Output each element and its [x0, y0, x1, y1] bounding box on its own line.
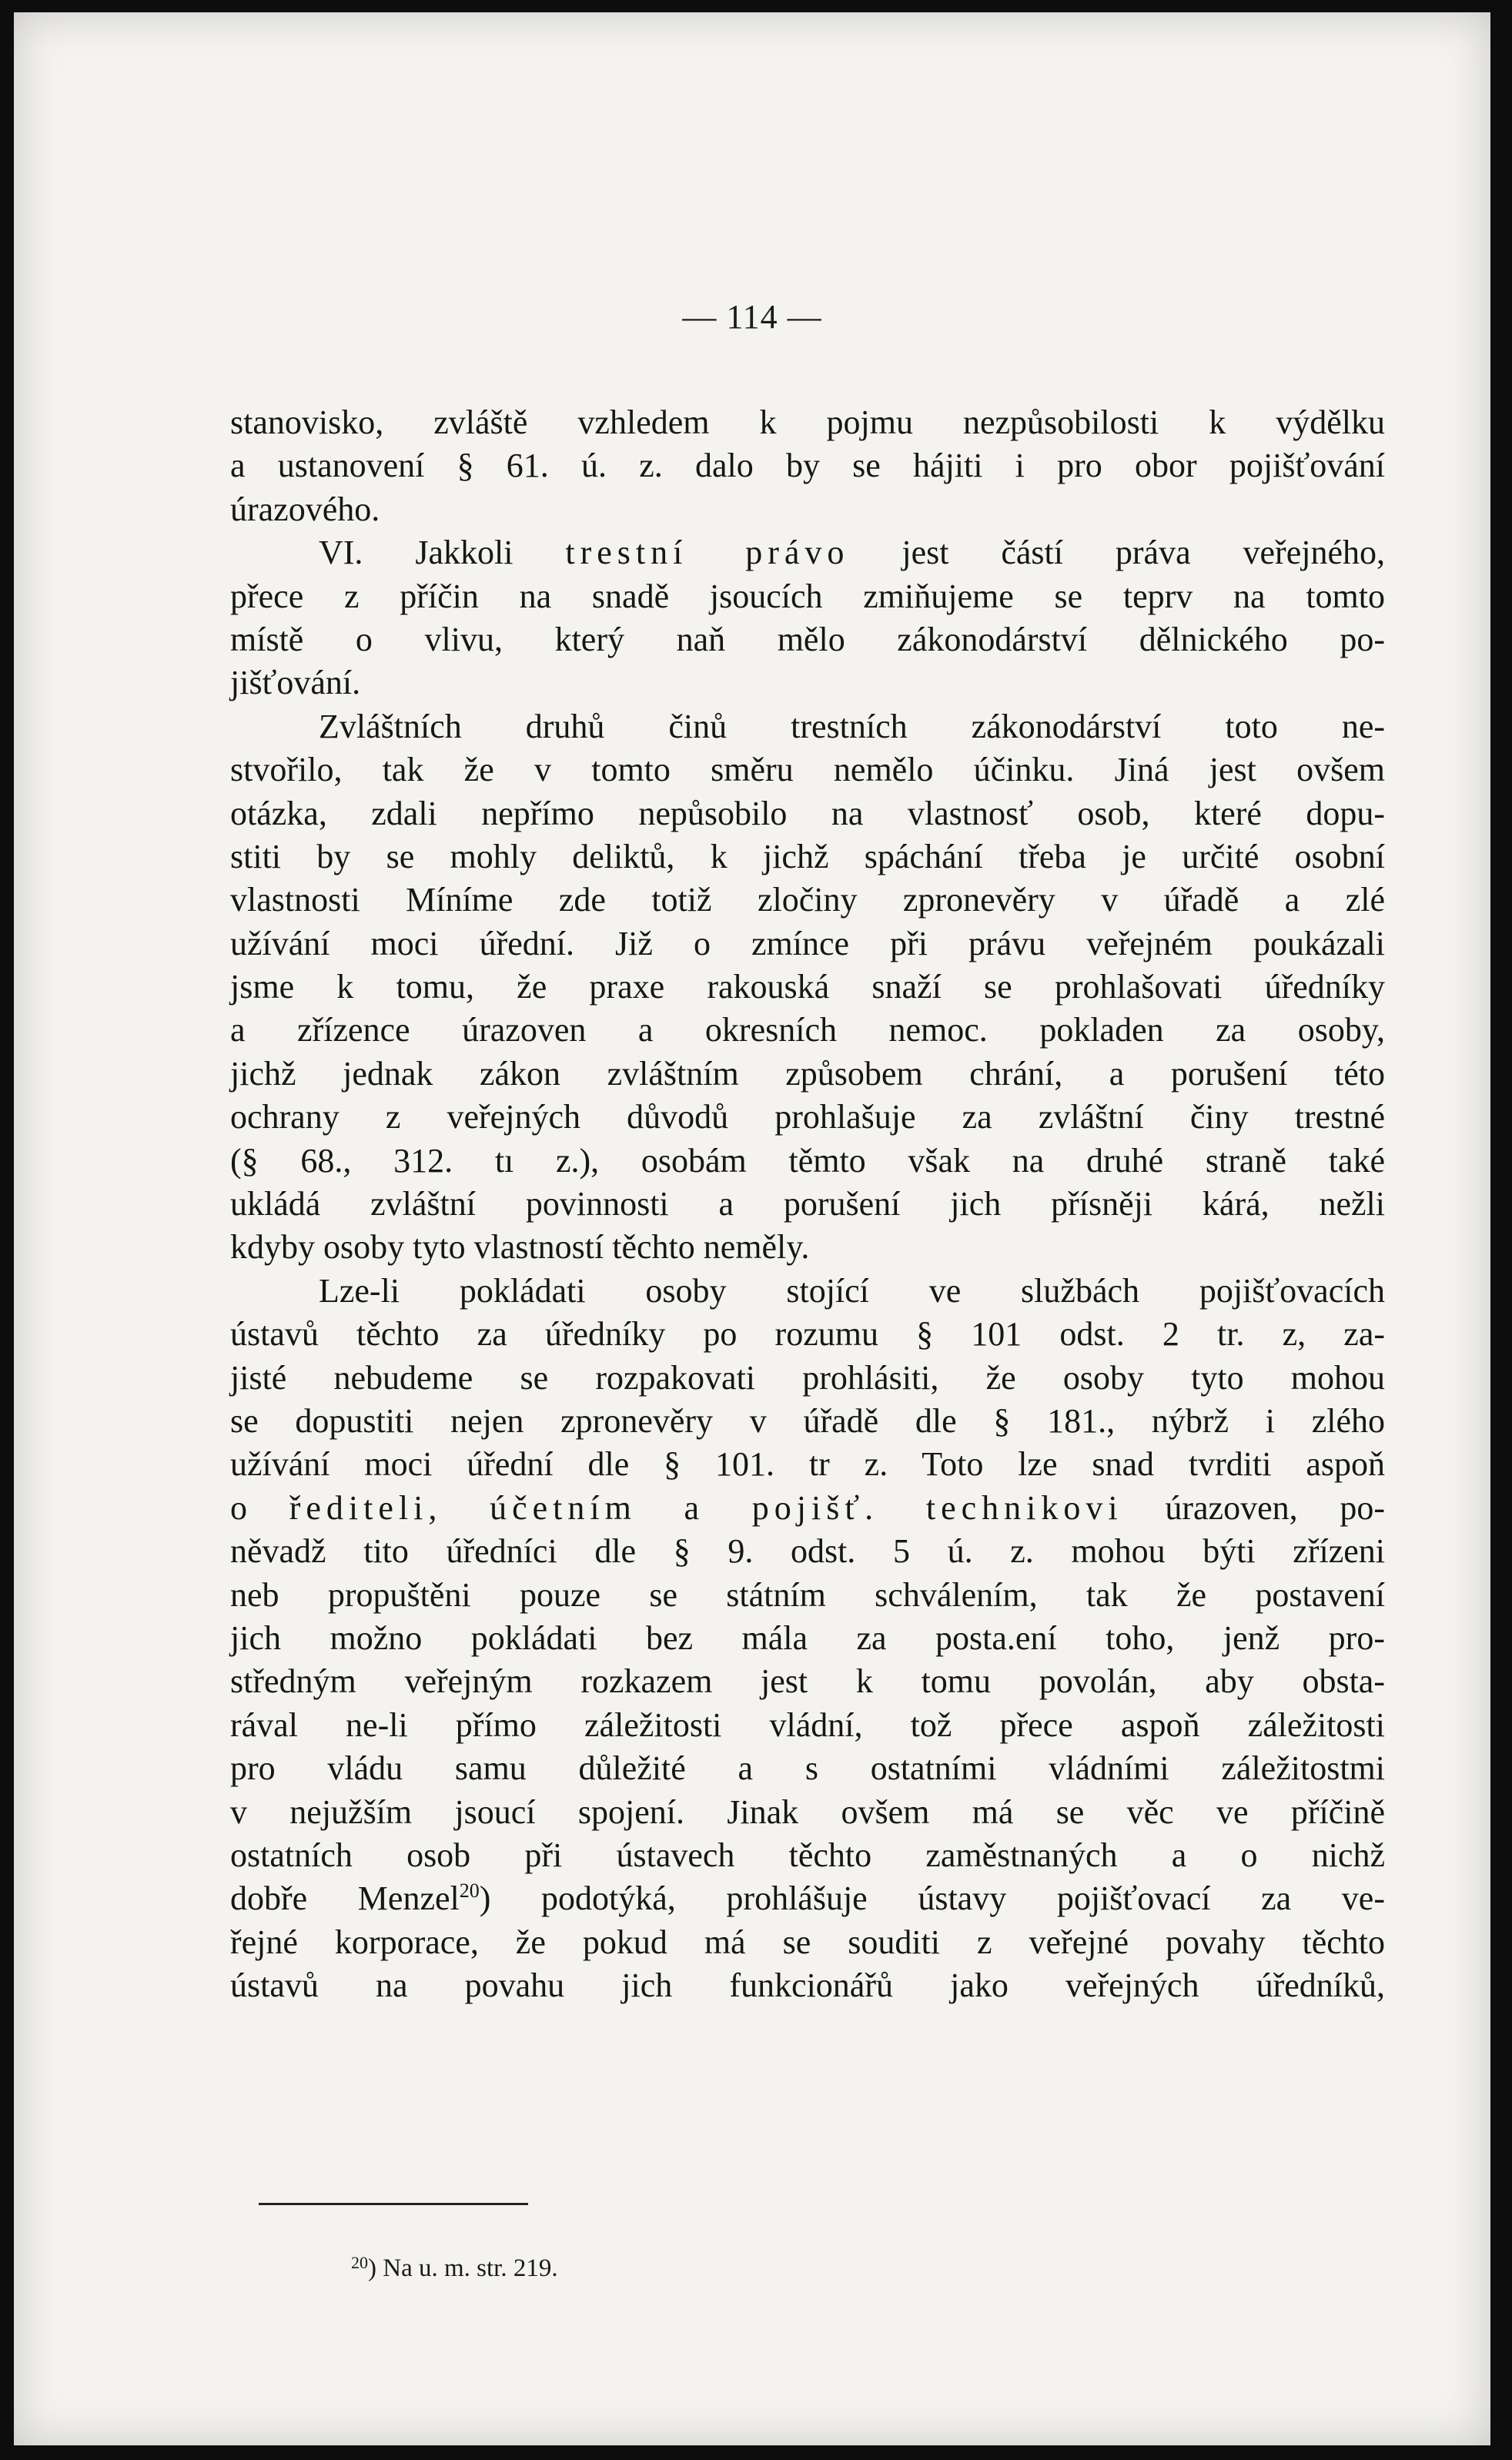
text-line: vlastnosti Míníme zde totiž zločiny zpronevěry v úřadě a zlé	[230, 881, 1385, 919]
footnote-divider	[259, 2203, 528, 2205]
text-line: stanovisko, zvláště vzhledem k pojmu nezpůsobilosti k výdělku	[230, 403, 1385, 441]
footnote-text: ) Na u. m. str. 219.	[368, 2254, 558, 2282]
text-line: něvadž tito úředníci dle § 9. odst. 5 ú. z. mohou býti zřízeni	[230, 1532, 1385, 1571]
text-line: jsme k tomu, že praxe rakouská snaží se prohlašovati úředníky	[230, 968, 1385, 1006]
text-line: užívání moci úřední. Již o zmínce při právu veřejném poukázali	[230, 924, 1385, 962]
text-span: o	[230, 1488, 289, 1527]
text-line: užívání moci úřední dle § 101. tr z. Toto lze snad tvrditi aspoň	[230, 1445, 1385, 1484]
text-line: řejné korporace, že pokud má se souditi z veřejné povahy těchto	[230, 1923, 1385, 1961]
text-span: úrazoven, po-	[1122, 1488, 1385, 1527]
text-line: rával ne-li přímo záležitosti vládní, tož přece aspoň záležitosti	[230, 1705, 1385, 1744]
text-line: ústavů těchto za úředníky po rozumu § 101 odst. 2 tr. z, za-	[230, 1315, 1385, 1354]
text-line: a ustanovení § 61. ú. z. dalo by se hájiti i pro obor pojišťování	[230, 447, 1385, 485]
body-text	[230, 401, 1385, 2007]
text-line: úrazového.	[230, 490, 380, 528]
text-line: v nejužším jsoucí spojení. Jinak ovšem má se věc ve příčině	[230, 1792, 1385, 1831]
text-line: se dopustiti nejen zpronevěry v úřadě dle § 181., nýbrž i zlého	[230, 1401, 1385, 1440]
text-line	[230, 1487, 1385, 1530]
text-line: kdyby osoby tyto vlastností těchto neměly.	[230, 1228, 810, 1267]
text-line: Zvláštních druhů činů trestních zákonodárství toto ne-	[319, 707, 1385, 745]
text-line: Lze-li pokládati osoby stojící ve službách pojišťovacích	[319, 1271, 1385, 1310]
text-line: otázka, zdali nepřímo nepůsobilo na vlastnosť osob, které dopu-	[230, 794, 1385, 832]
text-line: ochrany z veřejných důvodů prohlašuje za zvláštní činy trestné	[230, 1098, 1385, 1136]
text-line: jich možno pokládati bez mála za posta.ení toho, jenž pro-	[230, 1618, 1385, 1657]
text-line: jisté nebudeme se rozpakovati prohlásiti, že osoby tyto mohou	[230, 1358, 1385, 1397]
book-page	[14, 12, 1490, 2445]
footnote-reference: 20	[459, 1879, 480, 1903]
text-line: středným veřejným rozkazem jest k tomu povolán, aby obsta-	[230, 1662, 1385, 1701]
text-span: ) podotýká, prohlášuje ústavy pojišťovací za ve-	[479, 1879, 1385, 1918]
text-line: jichž jednak zákon zvláštním způsobem chrání, a porušení této	[230, 1054, 1385, 1093]
text-line: (§ 68., 312. tı z.), osobám těmto však na druhé straně také	[230, 1141, 1385, 1180]
text-span: dobře Menzel	[230, 1879, 460, 1918]
spaced-emphasis: řediteli, účetním a pojišť. technikovi	[289, 1488, 1123, 1527]
text-line: a zřízence úrazoven a okresních nemoc. pokladen za osoby,	[230, 1011, 1385, 1049]
text-span: jest částí práva veřejného,	[849, 534, 1385, 572]
footnote	[351, 2254, 558, 2283]
text-line: jišťování.	[230, 664, 361, 702]
text-line: ostatních osob při ústavech těchto zaměstnaných a o nichž	[230, 1836, 1385, 1874]
text-line: místě o vlivu, který naň mělo zákonodárství dělnického po-	[230, 620, 1385, 658]
text-span: VI. Jakkoli	[319, 534, 566, 572]
text-line: ukládá zvláštní povinnosti a porušení jich přísněji kárá, nežli	[230, 1185, 1385, 1223]
spaced-emphasis: trestní právo	[565, 534, 850, 572]
page-number: — 114 —	[682, 298, 822, 336]
text-line: přece z příčin na snadě jsoucích zmiňujeme se teprv na tomto	[230, 577, 1385, 615]
text-line: pro vládu samu důležité a s ostatními vládními záležitostmi	[230, 1749, 1385, 1788]
text-line: stiti by se mohly deliktů, k jichž spáchání třeba je určité osobní	[230, 837, 1385, 875]
footnote-mark: 20	[351, 2253, 368, 2272]
text-line: neb propuštěni pouze se státním schválením, tak že postavení	[230, 1575, 1385, 1614]
text-line	[230, 531, 1385, 574]
text-line: ústavů na povahu jich funkcionářů jako veřejných úředníků,	[230, 1966, 1385, 2005]
text-line	[230, 1877, 1385, 1920]
text-line: stvořilo, tak že v tomto směru nemělo účinku. Jiná jest ovšem	[230, 751, 1385, 789]
